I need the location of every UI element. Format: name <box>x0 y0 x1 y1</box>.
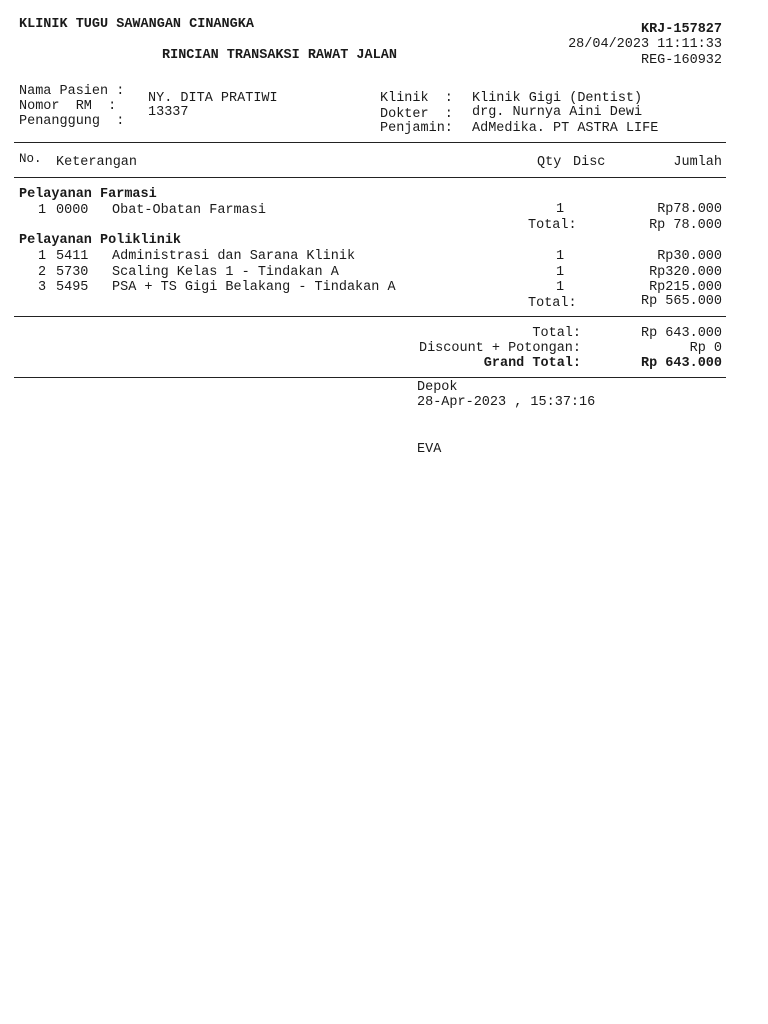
section-title: Pelayanan Poliklinik <box>19 233 182 248</box>
clinic-name: KLINIK TUGU SAWANGAN CINANGKA <box>19 17 254 32</box>
registration-number: REG-160932 <box>640 53 722 68</box>
section-total: Rp 78.000 <box>649 218 722 233</box>
grand-total-label: Grand Total: <box>483 356 581 371</box>
item-description: Scaling Kelas 1 - Tindakan A <box>112 265 339 280</box>
clinic-value: Klinik Gigi (Dentist) <box>472 91 643 106</box>
item-description: Administrasi dan Sarana Klinik <box>112 249 356 264</box>
doctor-value: drg. Nurnya Aini Dewi <box>472 105 643 120</box>
signer-name: EVA <box>417 442 442 457</box>
item-no: 3 <box>38 280 47 295</box>
grand-total: Rp 643.000 <box>640 356 722 371</box>
krj-number: KRJ-157827 <box>640 22 722 37</box>
item-code: 5411 <box>56 249 89 264</box>
transaction-datetime: 28/04/2023 11:11:33 <box>568 37 722 52</box>
payer-label: Penjamin: <box>380 121 453 136</box>
item-qty: 1 <box>556 202 565 217</box>
section-total: Rp 565.000 <box>640 294 722 309</box>
item-qty: 1 <box>556 280 565 295</box>
item-amount: Rp30.000 <box>657 249 722 264</box>
divider <box>14 316 726 317</box>
item-amount: Rp215.000 <box>649 280 722 295</box>
divider <box>14 142 726 143</box>
document-title: RINCIAN TRANSAKSI RAWAT JALAN <box>162 48 397 63</box>
medical-record-label: Nomor RM : <box>19 99 117 114</box>
item-code: 5495 <box>56 280 89 295</box>
summary-total-label: Total: <box>532 326 581 341</box>
column-amount: Jumlah <box>673 155 722 170</box>
discount-label: Discount + Potongan: <box>418 341 581 356</box>
medical-record-number: 13337 <box>148 105 189 120</box>
item-no: 1 <box>38 249 47 264</box>
doctor-label: Dokter : <box>380 107 453 122</box>
column-qty: Qty <box>537 155 562 170</box>
divider <box>14 377 726 378</box>
item-description: Obat-Obatan Farmasi <box>112 203 266 218</box>
item-no: 1 <box>38 203 47 218</box>
item-description: PSA + TS Gigi Belakang - Tindakan A <box>112 280 396 295</box>
column-no: No. <box>19 152 42 166</box>
item-amount: Rp320.000 <box>649 265 722 280</box>
column-disc: Disc <box>573 155 606 170</box>
section-title: Pelayanan Farmasi <box>19 187 157 202</box>
column-description: Keterangan <box>56 155 138 170</box>
patient-name-label: Nama Pasien : <box>19 84 125 99</box>
divider <box>14 177 726 178</box>
item-code: 5730 <box>56 265 89 280</box>
footer-datetime: 28-Apr-2023 , 15:37:16 <box>417 395 596 410</box>
discount-value: Rp 0 <box>689 341 722 356</box>
item-qty: 1 <box>556 265 565 280</box>
section-total-label: Total: <box>528 296 577 311</box>
clinic-label: Klinik : <box>380 91 453 106</box>
summary-total: Rp 643.000 <box>640 326 722 341</box>
patient-name: NY. DITA PRATIWI <box>148 91 278 106</box>
payer-value: AdMedika. PT ASTRA LIFE <box>472 121 659 136</box>
item-qty: 1 <box>556 249 565 264</box>
item-amount: Rp78.000 <box>657 202 722 217</box>
guarantor-label: Penanggung : <box>19 114 125 129</box>
item-no: 2 <box>38 265 47 280</box>
section-total-label: Total: <box>528 218 577 233</box>
item-code: 0000 <box>56 203 89 218</box>
footer-city: Depok <box>417 380 458 395</box>
